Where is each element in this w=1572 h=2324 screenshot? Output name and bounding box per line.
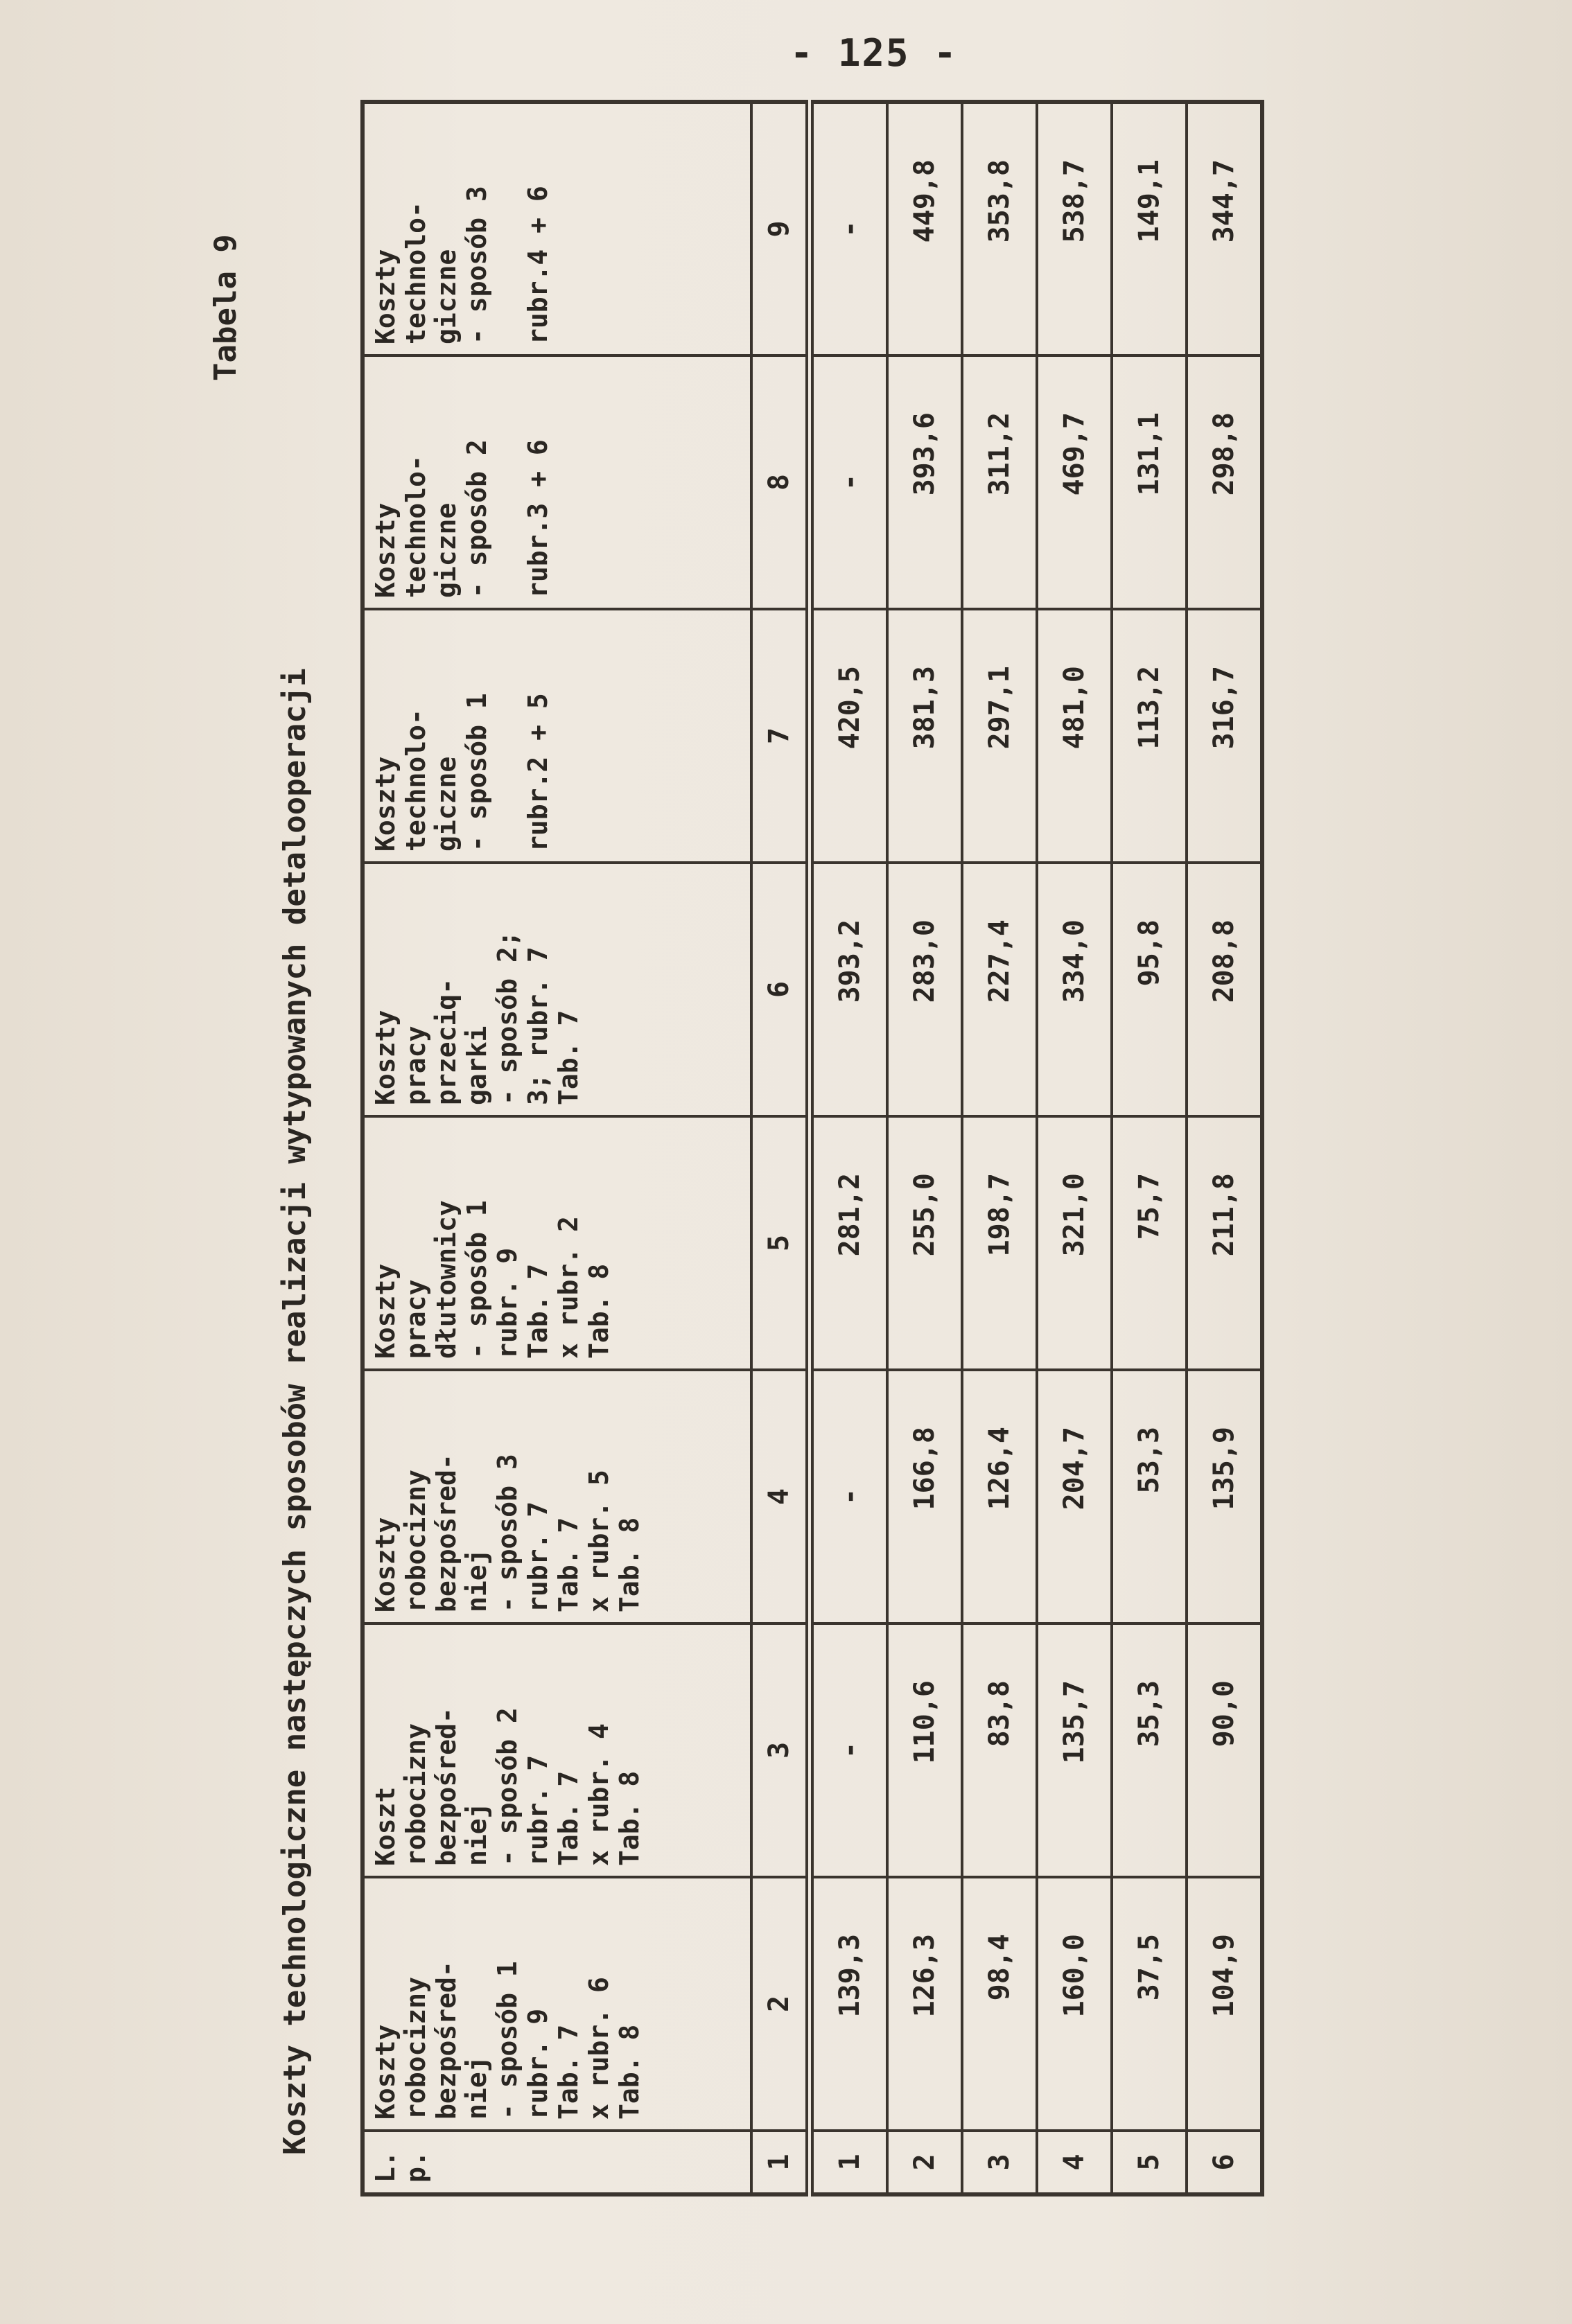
table-cell: 139,3: [810, 1877, 887, 2131]
table-cell: 35,3: [1112, 1623, 1187, 1877]
table-cell: 538,7: [1037, 102, 1112, 355]
header-cell-2: Koszty robocizny bezpośred- niej - sposób 1 rubr. 9 Tab. 7 x rubr. 6 Tab. 8: [363, 1877, 751, 2131]
table-cell: 381,3: [887, 609, 962, 863]
table-cell: 283,0: [887, 863, 962, 1116]
table-cell: 149,1: [1112, 102, 1187, 355]
table-cell: 255,0: [887, 1116, 962, 1370]
column-number: 7: [751, 609, 810, 863]
column-number: 8: [751, 355, 810, 609]
table-cell: 298,8: [1187, 355, 1262, 609]
column-number: 5: [751, 1116, 810, 1370]
table-cell: 393,6: [887, 355, 962, 609]
table-cell: -: [810, 1623, 887, 1877]
table-cell: 104,9: [1187, 1877, 1262, 2131]
row-number: 1: [810, 2131, 887, 2194]
table-cell: 204,7: [1037, 1370, 1112, 1623]
row-number: 6: [1187, 2131, 1262, 2194]
column-number: 9: [751, 102, 810, 355]
table-cell: -: [810, 355, 887, 609]
table-cell: 53,3: [1112, 1370, 1187, 1623]
column-number: 6: [751, 863, 810, 1116]
table-cell: 281,2: [810, 1116, 887, 1370]
table-cell: 211,8: [1187, 1116, 1262, 1370]
table-cell: 297,1: [962, 609, 1037, 863]
header-cell-4: Koszty robocizny bezpośred- niej - sposób 3 rubr. 7 Tab. 7 x rubr. 5 Tab. 8: [363, 1370, 751, 1623]
header-cell-6: Koszty pracy przeciq- garki - sposób 2; 3; rubr. 7 Tab. 7: [363, 863, 751, 1116]
table-title: Koszty technologiczne następczych sposobów realizacji wytypowanych detalooperacji: [277, 668, 313, 2155]
page-number: - 125 -: [790, 31, 958, 75]
table-cell: 227,4: [962, 863, 1037, 1116]
table-row: [962, 102, 1037, 2194]
table-cell: 126,4: [962, 1370, 1037, 1623]
table-row: [810, 102, 887, 2194]
row-number: 3: [962, 2131, 1037, 2194]
table-cell: 449,8: [887, 102, 962, 355]
table-cell: 316,7: [1187, 609, 1262, 863]
table-cell: 198,7: [962, 1116, 1037, 1370]
header-row: [363, 102, 751, 2194]
column-number: 4: [751, 1370, 810, 1623]
table-row: [1112, 102, 1187, 2194]
header-cell-5: Koszty pracy dłutownicy - sposób 1 rubr. 9 Tab. 7 x rubr. 2 Tab. 8: [363, 1116, 751, 1370]
table-cell: 110,6: [887, 1623, 962, 1877]
row-number: 5: [1112, 2131, 1187, 2194]
table-cell: 135,7: [1037, 1623, 1112, 1877]
table-cell: 95,8: [1112, 863, 1187, 1116]
table-cell: 83,8: [962, 1623, 1037, 1877]
table-cell: 90,0: [1187, 1623, 1262, 1877]
table-cell: 160,0: [1037, 1877, 1112, 2131]
table-cell: 166,8: [887, 1370, 962, 1623]
header-cell-7: Koszty technolo- giczne - sposób 1 rubr.2 + 5: [363, 609, 751, 863]
header-cell-9: Koszty technolo- giczne - sposób 3 rubr.4 + 6: [363, 102, 751, 355]
table-cell: 208,8: [1187, 863, 1262, 1116]
table-cell: 469,7: [1037, 355, 1112, 609]
table-cell: -: [810, 1370, 887, 1623]
table-row: [1187, 102, 1262, 2194]
column-number-row: [751, 102, 810, 2194]
table-cell: 420,5: [810, 609, 887, 863]
table-row: [887, 102, 962, 2194]
table-cell: -: [810, 102, 887, 355]
table-cell: 98,4: [962, 1877, 1037, 2131]
costs-table: [360, 100, 1264, 2197]
table-cell: 113,2: [1112, 609, 1187, 863]
column-number: 3: [751, 1623, 810, 1877]
row-number: 2: [887, 2131, 962, 2194]
table-row: [1037, 102, 1112, 2194]
rotated-table-block: [208, 49, 1428, 2252]
header-cell-lp: L. p.: [363, 2131, 751, 2194]
table-cell: 37,5: [1112, 1877, 1187, 2131]
table-cell: 135,9: [1187, 1370, 1262, 1623]
table-label: Tabela 9: [208, 234, 243, 381]
table-cell: 126,3: [887, 1877, 962, 2131]
table-cell: 311,2: [962, 355, 1037, 609]
table-cell: 75,7: [1112, 1116, 1187, 1370]
table-cell: 321,0: [1037, 1116, 1112, 1370]
header-cell-8: Koszty technolo- giczne - sposób 2 rubr.3 + 6: [363, 355, 751, 609]
column-number: 2: [751, 1877, 810, 2131]
row-number: 4: [1037, 2131, 1112, 2194]
header-cell-3: Koszt robocizny bezpośred- niej - sposób 2 rubr. 7 Tab. 7 x rubr. 4 Tab. 8: [363, 1623, 751, 1877]
table-cell: 393,2: [810, 863, 887, 1116]
table-cell: 131,1: [1112, 355, 1187, 609]
table-cell: 344,7: [1187, 102, 1262, 355]
table-cell: 353,8: [962, 102, 1037, 355]
column-number: 1: [751, 2131, 810, 2194]
table-cell: 334,0: [1037, 863, 1112, 1116]
table-cell: 481,0: [1037, 609, 1112, 863]
